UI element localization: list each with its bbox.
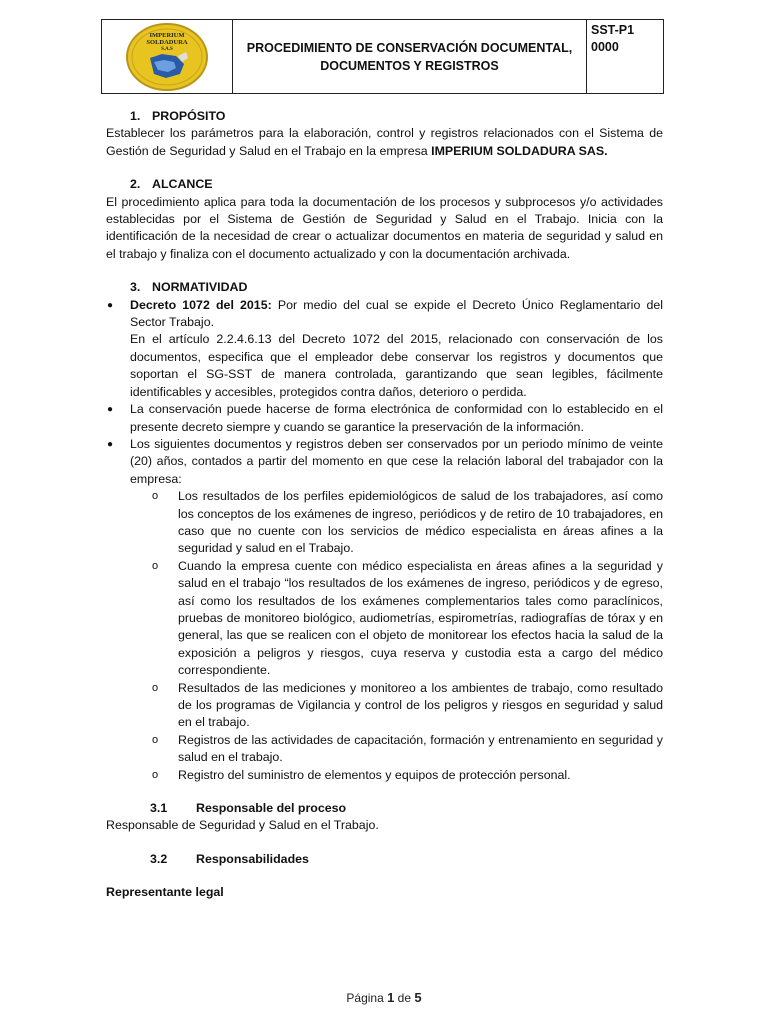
list-item: o Cuando la empresa cuente con médico especialista en áreas afines a la seguridad y salud en el trabajo “los resultados de los exámenes de ingreso, periódicos y de egreso, así como los resultados de los exámenes complementarios tales como paraclínicos, pruebas de monitoreo biológico, audiometrías, espirometrías, radiografías de tórax y en general, las que se realicen con el objeto de monitorear los efectos hacia la salud de la exposición a peligros y riesgos, cuya reserva y custodia esta a cargo del médico correspondiente.: [106, 558, 663, 680]
section-scope-text: El procedimiento aplica para toda la documentación de los procesos y subprocesos y/o actividades establecidas por el Sistema de Gestión de Seguridad y Salud en el Trabajo. Inicia con la identificación de la necesidad de crear o actualizar documentos en materia de seguridad y salud en el trabajo y finaliza con el documento actualizado y con la documentación archivada.: [106, 194, 663, 261]
section-norms-heading: 3. NORMATIVIDAD: [130, 280, 248, 295]
header-table: [101, 19, 664, 94]
list-item: o Registro del suministro de elementos y equipos de protección personal.: [106, 767, 663, 784]
list-item: o Registros de las actividades de capacitación, formación y entrenamiento en seguridad y salud en el trabajo.: [106, 732, 663, 767]
list-item: ● La conservación puede hacerse de forma electrónica de conformidad con lo establecido en el presente decreto siempre y cuando se garantice la preservación de la información.: [106, 401, 663, 436]
logo-text-3: S.A.S: [161, 46, 173, 52]
title-line-1: PROCEDIMIENTO DE CONSERVACIÓN DOCUMENTAL,: [246, 40, 573, 55]
title-line-2: DOCUMENTOS Y REGISTROS: [320, 58, 499, 73]
section-purpose-heading: 1. PROPÓSITO: [130, 109, 226, 123]
section-scope-heading: 2. ALCANCE: [130, 177, 213, 192]
logo-text-1: IMPERIUM: [149, 31, 185, 39]
logo-text-2: SOLDADURA: [146, 38, 188, 46]
section-duties-heading: 3.2 Responsabilidades: [150, 851, 309, 866]
company-logo: [124, 22, 210, 92]
document-version: 0000: [591, 40, 619, 54]
section-purpose-text: Establecer los parámetros para la elaboración, control y registros relacionados con el Sistema de Gestión de Seguridad y Salud en el Trabajo en la empresa IMPERIUM SOLDADURA SAS.: [106, 126, 663, 158]
list-item: o Los resultados de los perfiles epidemiológicos de salud de los trabajadores, así como los conceptos de los exámenes de ingreso, periódicos y de retiro de 10 trabajadores, en caso que no cuente con los servicios de médico especialista en áreas afines a la seguridad y salud en el Trabajo.: [106, 488, 663, 558]
section-responsible-text: Responsable de Seguridad y Salud en el Trabajo.: [106, 818, 379, 833]
document-body: [106, 108, 663, 902]
current-page: 1: [387, 990, 395, 1005]
document-title: [233, 20, 587, 93]
code-cell: [587, 20, 663, 93]
records-sublist: [106, 488, 663, 784]
document-code: SST-P1: [591, 23, 635, 37]
norms-list: [106, 297, 663, 488]
page-footer: Página 1 de 5: [346, 990, 422, 1005]
total-pages: 5: [414, 990, 422, 1005]
list-item: ● Decreto 1072 del 2015: Por medio del cual se expide el Decreto Único Reglamentario del Sector Trabajo. En el artículo 2.2.4.6.13 del Decreto 1072 del 2015, relacionado con conservación de los documentos, especifica que el empleador debe conservar los registros y documentos que soportan el SG-SST de manera controlada, garantizando que sean legibles, fácilmente identificables y accesibles, protegidos contra daños, deterioro o perdida.: [106, 297, 663, 401]
logo-cell: [102, 20, 233, 93]
duties-role: Representante legal: [106, 885, 224, 900]
section-responsible-heading: 3.1 Responsable del proceso: [150, 801, 347, 816]
list-item: ● Los siguientes documentos y registros deben ser conservados por un periodo mínimo de veinte (20) años, contados a partir del momento en que cese la relación laboral del trabajador con la empresa:: [106, 436, 663, 488]
list-item: o Resultados de las mediciones y monitoreo a los ambientes de trabajo, como resultado de los programas de Vigilancia y control de los peligros y riesgos en seguridad y salud en el trabajo.: [106, 680, 663, 732]
